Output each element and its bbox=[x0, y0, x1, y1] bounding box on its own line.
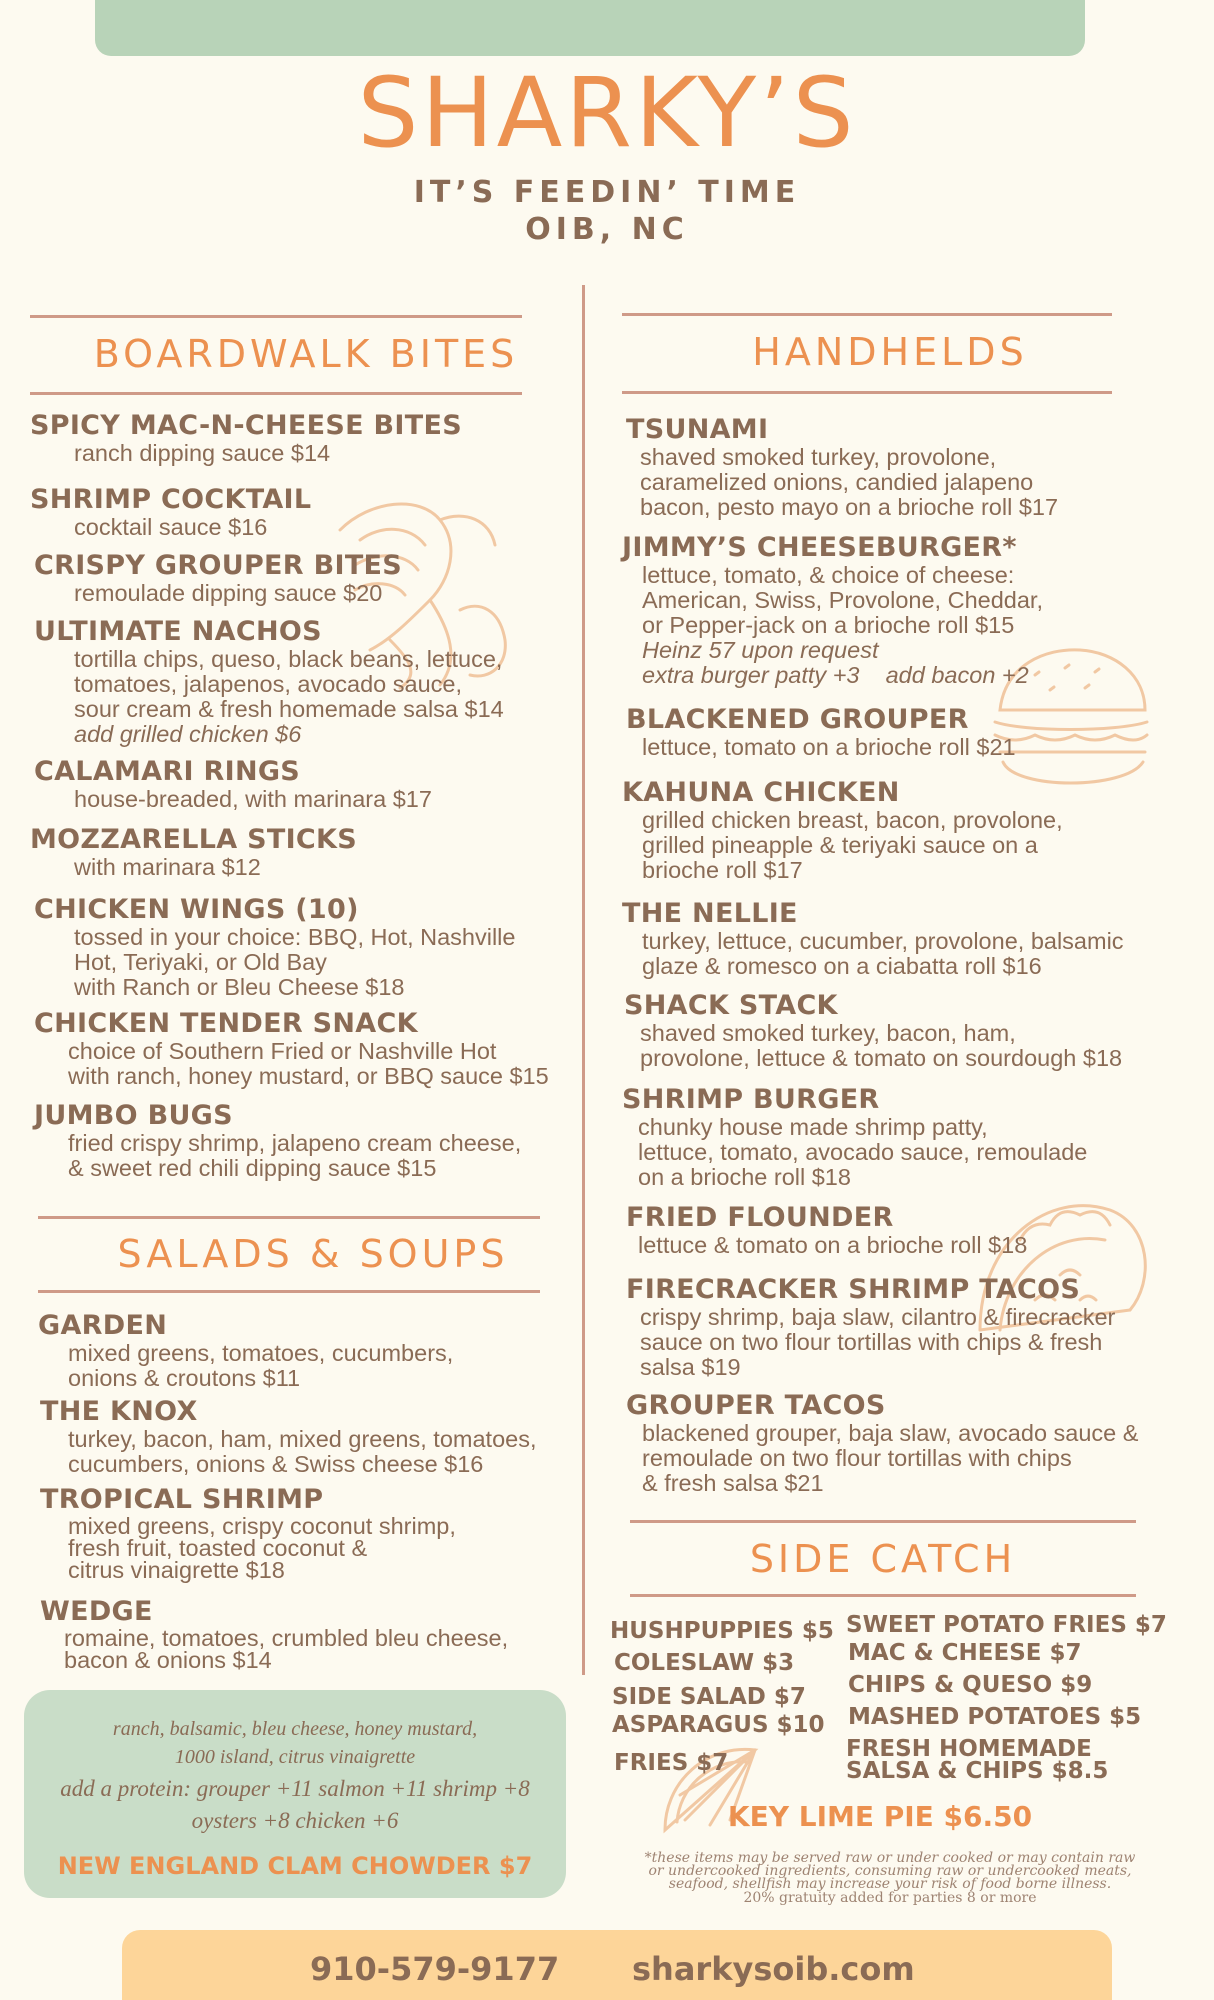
item-description: blackened grouper, baja slaw, avocado sauce & bbox=[642, 1420, 1139, 1446]
item-description: brioche roll $17 bbox=[642, 857, 803, 883]
section-title-boardwalk-bites: BOARDWALK BITES bbox=[93, 332, 519, 376]
item-description: with Ranch or Bleu Cheese $18 bbox=[74, 974, 405, 1000]
menu-item bbox=[30, 410, 462, 466]
item-description: shaved smoked turkey, bacon, ham, bbox=[640, 1020, 1016, 1046]
item-description: Hot, Teriyaki, or Old Bay bbox=[74, 949, 327, 975]
item-addon: extra burger patty +3 add bacon +2 bbox=[642, 662, 1029, 688]
item-name: FIRECRACKER SHRIMP TACOS bbox=[626, 1274, 1081, 1305]
item-description: sauce on two flour tortillas with chips & fresh bbox=[640, 1329, 1103, 1355]
item-description: remoulade on two flour tortillas with chips bbox=[642, 1445, 1072, 1471]
divider bbox=[30, 315, 522, 318]
item-name: THE NELLIE bbox=[622, 898, 798, 929]
item-description: fried crispy shrimp, jalapeno cream cheese, bbox=[68, 1130, 522, 1156]
side-item: FRESH HOMEMADE bbox=[846, 1736, 1092, 1762]
item-description: glaze & romesco on a ciabatta roll $16 bbox=[642, 953, 1042, 979]
item-description: choice of Southern Fried or Nashville Hot bbox=[68, 1038, 497, 1064]
item-name: CHICKEN TENDER SNACK bbox=[34, 1008, 418, 1039]
item-description: grilled pineapple & teriyaki sauce on a bbox=[642, 832, 1038, 858]
disclaimer-line: seafood, shellfish may increase your risk of food borne illness. bbox=[668, 1876, 1112, 1892]
side-item: SWEET POTATO FRIES $7 bbox=[846, 1612, 1167, 1638]
menu-item bbox=[30, 484, 311, 540]
menu-item bbox=[40, 1484, 456, 1581]
item-description: American, Swiss, Provolone, Cheddar, bbox=[642, 587, 1043, 613]
menu-item bbox=[626, 414, 1058, 520]
menu-item bbox=[40, 1396, 537, 1477]
menu-item bbox=[34, 550, 402, 606]
menu-item bbox=[38, 1310, 453, 1391]
divider bbox=[30, 392, 522, 395]
item-description: grilled chicken breast, bacon, provolone, bbox=[642, 807, 1063, 833]
item-name: JIMMY’S CHEESEBURGER* bbox=[622, 532, 1017, 563]
item-name: FRIED FLOUNDER bbox=[626, 1202, 894, 1233]
item-description: caramelized onions, candied jalapeno bbox=[640, 469, 1034, 495]
divider bbox=[630, 1520, 1136, 1523]
item-description: provolone, lettuce & tomato on sourdough $18 bbox=[640, 1045, 1123, 1071]
side-item: FRIES $7 bbox=[614, 1750, 729, 1776]
item-description: with marinara $12 bbox=[74, 854, 261, 880]
menu-item bbox=[34, 616, 504, 747]
item-name: SHRIMP BURGER bbox=[622, 1084, 880, 1115]
item-name: CRISPY GROUPER BITES bbox=[34, 550, 403, 581]
menu-item bbox=[34, 1100, 521, 1181]
disclaimer-line: or undercooked ingredients, consuming raw or undercooked meats, bbox=[648, 1863, 1132, 1879]
menu-item bbox=[626, 1274, 1115, 1380]
item-description: lettuce & tomato on a brioche roll $18 bbox=[638, 1232, 1028, 1258]
item-description: ranch dipping sauce $14 bbox=[74, 440, 331, 466]
side-item: MAC & CHEESE $7 bbox=[848, 1640, 1082, 1666]
item-description: crispy shrimp, baja slaw, cilantro & firecracker bbox=[640, 1304, 1116, 1330]
phone-number[interactable]: 910-579-9177 bbox=[310, 1950, 560, 1988]
side-item: CHIPS & QUESO $9 bbox=[848, 1672, 1093, 1698]
menu-item bbox=[622, 777, 1063, 883]
item-description: & sweet red chili dipping sauce $15 bbox=[68, 1155, 437, 1181]
restaurant-name: SHARKY’S bbox=[357, 57, 857, 169]
top-banner bbox=[95, 0, 1085, 56]
item-name: SHRIMP COCKTAIL bbox=[30, 484, 312, 515]
protein-addons: oysters +8 chicken +6 bbox=[191, 1808, 399, 1833]
item-description: mixed greens, crispy coconut shrimp, bbox=[68, 1513, 456, 1539]
item-name: KAHUNA CHICKEN bbox=[622, 777, 900, 808]
menu-item bbox=[624, 990, 1122, 1071]
item-description: bacon, pesto mayo on a brioche roll $17 bbox=[640, 494, 1059, 520]
item-description: citrus vinaigrette $18 bbox=[68, 1557, 285, 1583]
divider bbox=[38, 1290, 540, 1293]
tagline: IT’S FEEDIN’ TIME bbox=[413, 175, 801, 210]
divider bbox=[622, 313, 1112, 316]
section-title-handhelds: HANDHELDS bbox=[752, 330, 1028, 374]
item-description: on a brioche roll $18 bbox=[638, 1164, 851, 1190]
divider bbox=[38, 1216, 540, 1219]
menu-item bbox=[622, 898, 1124, 979]
side-item: HUSHPUPPIES $5 bbox=[610, 1618, 834, 1644]
item-name: BLACKENED GROUPER bbox=[626, 704, 969, 735]
dressing-options: ranch, balsamic, bleu cheese, honey mustard, bbox=[112, 1718, 478, 1740]
side-item: SIDE SALAD $7 bbox=[612, 1684, 806, 1710]
item-description: remoulade dipping sauce $20 bbox=[74, 580, 383, 606]
item-description: shaved smoked turkey, provolone, bbox=[640, 444, 997, 470]
item-description: fresh fruit, toasted coconut & bbox=[68, 1535, 368, 1561]
menu-item bbox=[622, 532, 1043, 688]
item-description: turkey, bacon, ham, mixed greens, tomatoes, bbox=[68, 1426, 537, 1452]
item-description: lettuce, tomato on a brioche roll $21 bbox=[642, 734, 1016, 760]
section-title-side-catch: SIDE CATCH bbox=[749, 1537, 1017, 1581]
item-addon: add grilled chicken $6 bbox=[74, 721, 302, 747]
menu-item bbox=[34, 894, 515, 1000]
item-description: with ranch, honey mustard, or BBQ sauce $15 bbox=[68, 1063, 549, 1089]
item-description: romaine, tomatoes, crumbled bleu cheese, bbox=[64, 1625, 509, 1651]
menu-item bbox=[622, 1084, 1087, 1190]
item-name: TSUNAMI bbox=[626, 414, 769, 445]
item-name: SHACK STACK bbox=[624, 990, 838, 1021]
item-description: cocktail sauce $16 bbox=[74, 514, 268, 540]
item-description: house-breaded, with marinara $17 bbox=[74, 786, 432, 812]
item-name: CALAMARI RINGS bbox=[34, 756, 301, 787]
menu-item bbox=[34, 756, 432, 812]
item-description: tossed in your choice: BBQ, Hot, Nashville bbox=[74, 924, 516, 950]
website-link[interactable]: sharkysoib.com bbox=[632, 1950, 915, 1988]
item-description: tomatoes, jalapenos, avocado sauce, bbox=[74, 671, 463, 697]
clam-chowder: NEW ENGLAND CLAM CHOWDER $7 bbox=[57, 1852, 533, 1880]
item-name: TROPICAL SHRIMP bbox=[40, 1484, 324, 1515]
menu-item bbox=[626, 704, 1016, 760]
item-description: or Pepper-jack on a brioche roll $15 bbox=[642, 612, 1015, 638]
item-name: CHICKEN WINGS (10) bbox=[34, 894, 359, 925]
footer-banner bbox=[122, 1930, 1112, 2000]
item-addon: Heinz 57 upon request bbox=[642, 637, 879, 663]
item-description: mixed greens, tomatoes, cucumbers, bbox=[68, 1340, 454, 1366]
item-description: tortilla chips, queso, black beans, lettuce, bbox=[74, 646, 503, 672]
item-description: chunky house made shrimp patty, bbox=[638, 1114, 988, 1140]
item-description: cucumbers, onions & Swiss cheese $16 bbox=[68, 1451, 484, 1477]
item-description: lettuce, tomato, avocado sauce, remoulade bbox=[638, 1139, 1088, 1165]
location: OIB, NC bbox=[525, 212, 689, 247]
column-divider bbox=[582, 285, 585, 1675]
item-name: JUMBO BUGS bbox=[34, 1100, 233, 1131]
item-name: GROUPER TACOS bbox=[626, 1390, 886, 1421]
side-item: SALSA & CHIPS $8.5 bbox=[846, 1758, 1109, 1784]
item-name: THE KNOX bbox=[40, 1396, 198, 1427]
item-name: MOZZARELLA STICKS bbox=[30, 824, 358, 855]
item-description: lettuce, tomato, & choice of cheese: bbox=[642, 562, 1015, 588]
key-lime-pie: KEY LIME PIE $6.50 bbox=[727, 1800, 1033, 1833]
divider bbox=[630, 1594, 1136, 1597]
menu-item bbox=[626, 1202, 1027, 1258]
disclaimer-line: *these items may be served raw or under cooked or may contain raw bbox=[644, 1850, 1136, 1866]
menu-item bbox=[34, 1008, 549, 1089]
side-item: COLESLAW $3 bbox=[614, 1650, 795, 1676]
divider bbox=[622, 391, 1112, 394]
item-description: sour cream & fresh homemade salsa $14 bbox=[74, 696, 504, 722]
item-description: & fresh salsa $21 bbox=[642, 1470, 824, 1496]
dressing-options: 1000 island, citrus vinaigrette bbox=[174, 1746, 416, 1768]
item-description: bacon & onions $14 bbox=[64, 1647, 272, 1673]
menu-item bbox=[30, 824, 357, 880]
section-title-salads-soups: SALADS & SOUPS bbox=[117, 1232, 509, 1276]
item-name: WEDGE bbox=[40, 1596, 153, 1627]
item-description: salsa $19 bbox=[640, 1354, 741, 1380]
protein-addons: add a protein: grouper +11 salmon +11 shrimp +8 bbox=[60, 1776, 530, 1801]
menu-item bbox=[626, 1390, 1138, 1496]
gratuity-note: 20% gratuity added for parties 8 or more bbox=[743, 1890, 1037, 1906]
item-name: SPICY MAC-N-CHEESE BITES bbox=[30, 410, 462, 441]
item-name: GARDEN bbox=[38, 1310, 168, 1341]
side-item: ASPARAGUS $10 bbox=[612, 1712, 825, 1738]
item-description: turkey, lettuce, cucumber, provolone, balsamic bbox=[642, 928, 1124, 954]
menu-item bbox=[40, 1596, 508, 1671]
side-item: MASHED POTATOES $5 bbox=[848, 1704, 1142, 1730]
item-description: onions & croutons $11 bbox=[68, 1365, 301, 1391]
item-name: ULTIMATE NACHOS bbox=[34, 616, 322, 647]
